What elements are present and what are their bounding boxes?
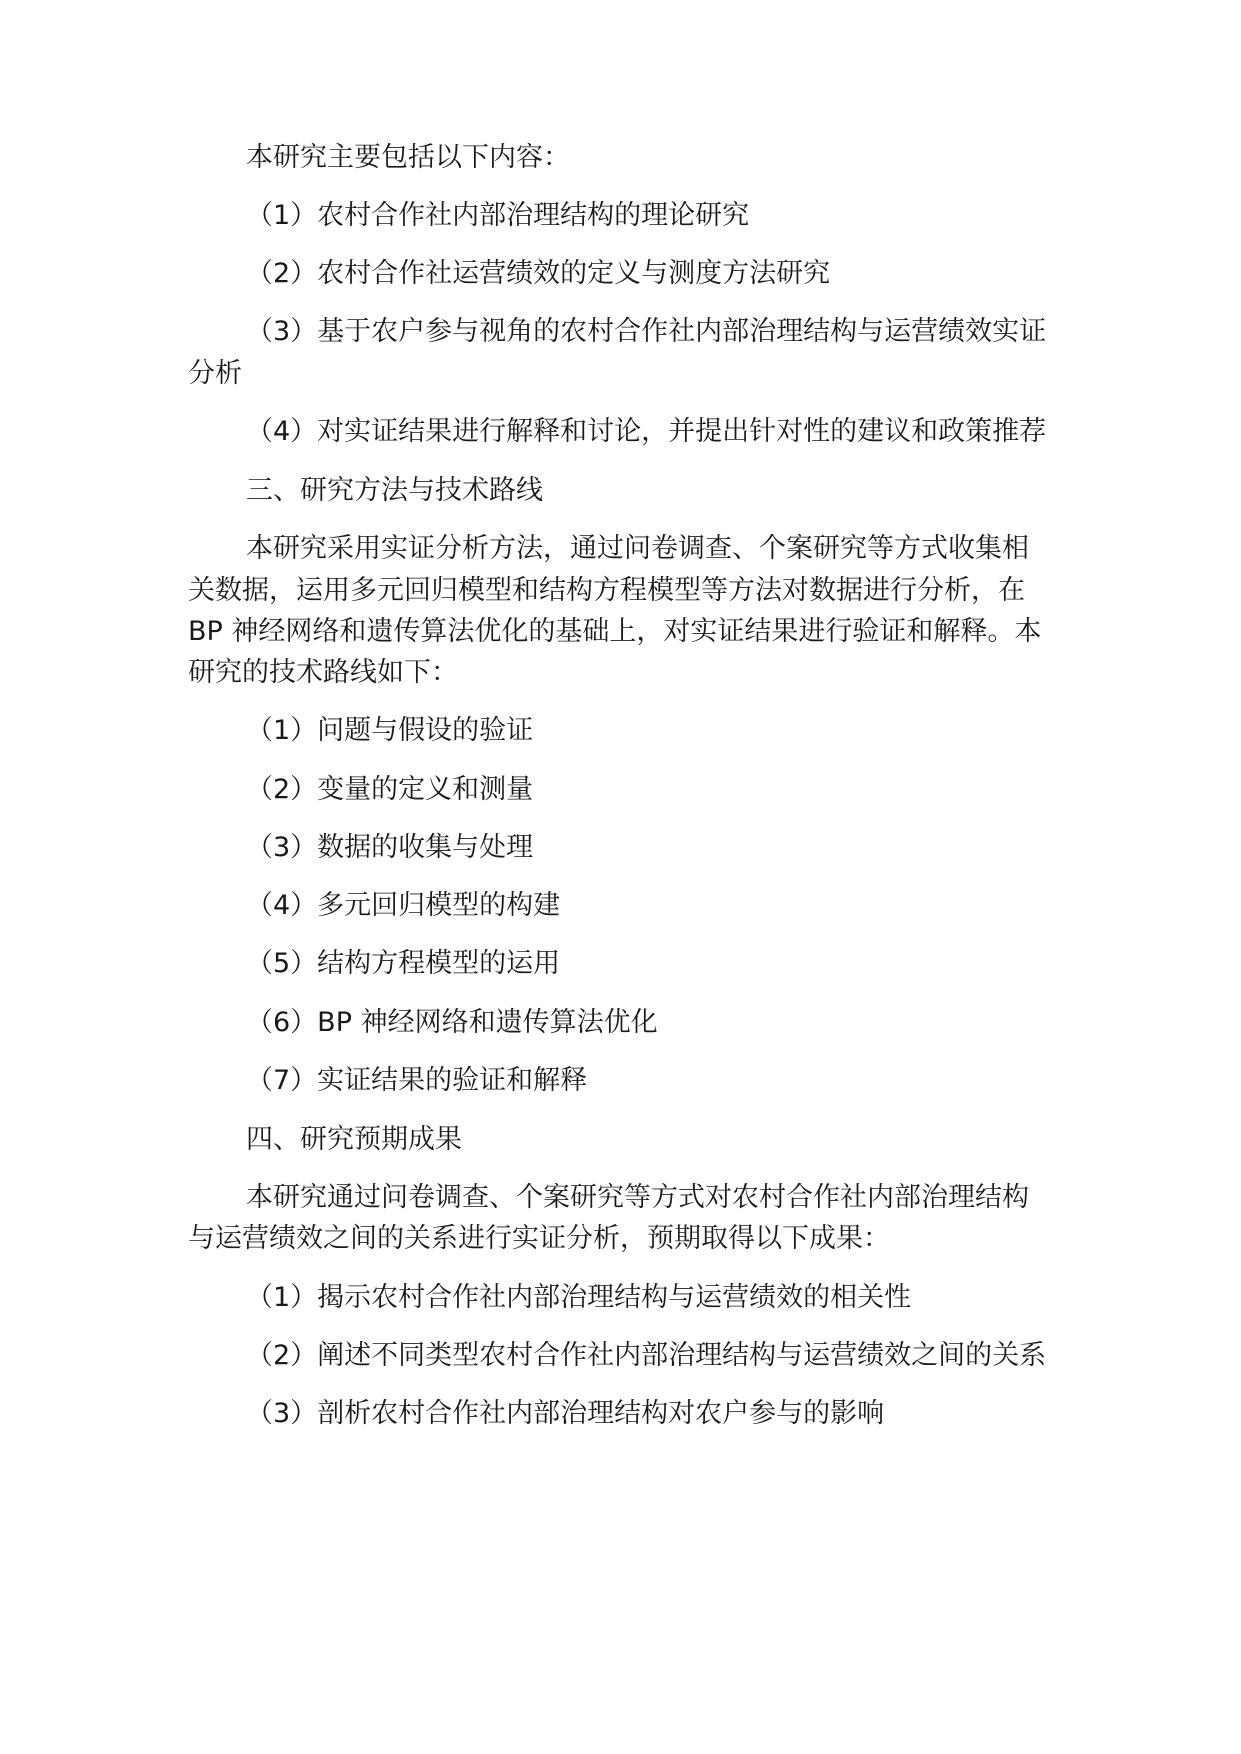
route-item-6: （6）BP 神经网络和遗传算法优化: [246, 1007, 658, 1038]
section-4-paragraph-line-1: 本研究通过问卷调查、个案研究等方式对农村合作社内部治理结构: [246, 1182, 1029, 1213]
outcome-item-3: （3）剖析农村合作社内部治理结构对农户参与的影响: [246, 1398, 885, 1429]
section-3-paragraph-line-1: 本研究采用实证分析方法，通过问卷调查、个案研究等方式收集相: [246, 533, 1029, 564]
content-item-4: （4）对实证结果进行解释和讨论，并提出针对性的建议和政策推荐: [246, 416, 1047, 447]
route-item-5: （5）结构方程模型的运用: [246, 948, 561, 979]
route-item-4: （4）多元回归模型的构建: [246, 890, 561, 921]
content-item-3-continued: 分析: [188, 358, 242, 389]
outcome-item-2: （2）阐述不同类型农村合作社内部治理结构与运营绩效之间的关系: [246, 1340, 1047, 1371]
content-item-2: （2）农村合作社运营绩效的定义与测度方法研究: [246, 258, 831, 289]
section-4-paragraph-line-2: 与运营绩效之间的关系进行实证分析，预期取得以下成果：: [188, 1223, 890, 1254]
section-3-heading: 三、研究方法与技术路线: [246, 475, 543, 506]
content-item-3: （3）基于农户参与视角的农村合作社内部治理结构与运营绩效实证: [246, 316, 1047, 347]
route-item-7: （7）实证结果的验证和解释: [246, 1065, 588, 1096]
section-4-heading: 四、研究预期成果: [246, 1124, 462, 1155]
content-item-1: （1）农村合作社内部治理结构的理论研究: [246, 200, 750, 231]
section-3-paragraph-line-2: 关数据，运用多元回归模型和结构方程模型等方法对数据进行分析，在: [188, 575, 1025, 606]
intro-text: 本研究主要包括以下内容：: [246, 142, 570, 173]
outcome-item-1: （1）揭示农村合作社内部治理结构与运营绩效的相关性: [246, 1282, 912, 1313]
route-item-2: （2）变量的定义和测量: [246, 774, 534, 805]
section-3-paragraph-line-4: 研究的技术路线如下：: [188, 657, 458, 688]
section-3-paragraph-line-3: BP 神经网络和遗传算法优化的基础上，对实证结果进行验证和解释。本: [188, 616, 1042, 647]
route-item-1: （1）问题与假设的验证: [246, 715, 534, 746]
route-item-3: （3）数据的收集与处理: [246, 832, 534, 863]
